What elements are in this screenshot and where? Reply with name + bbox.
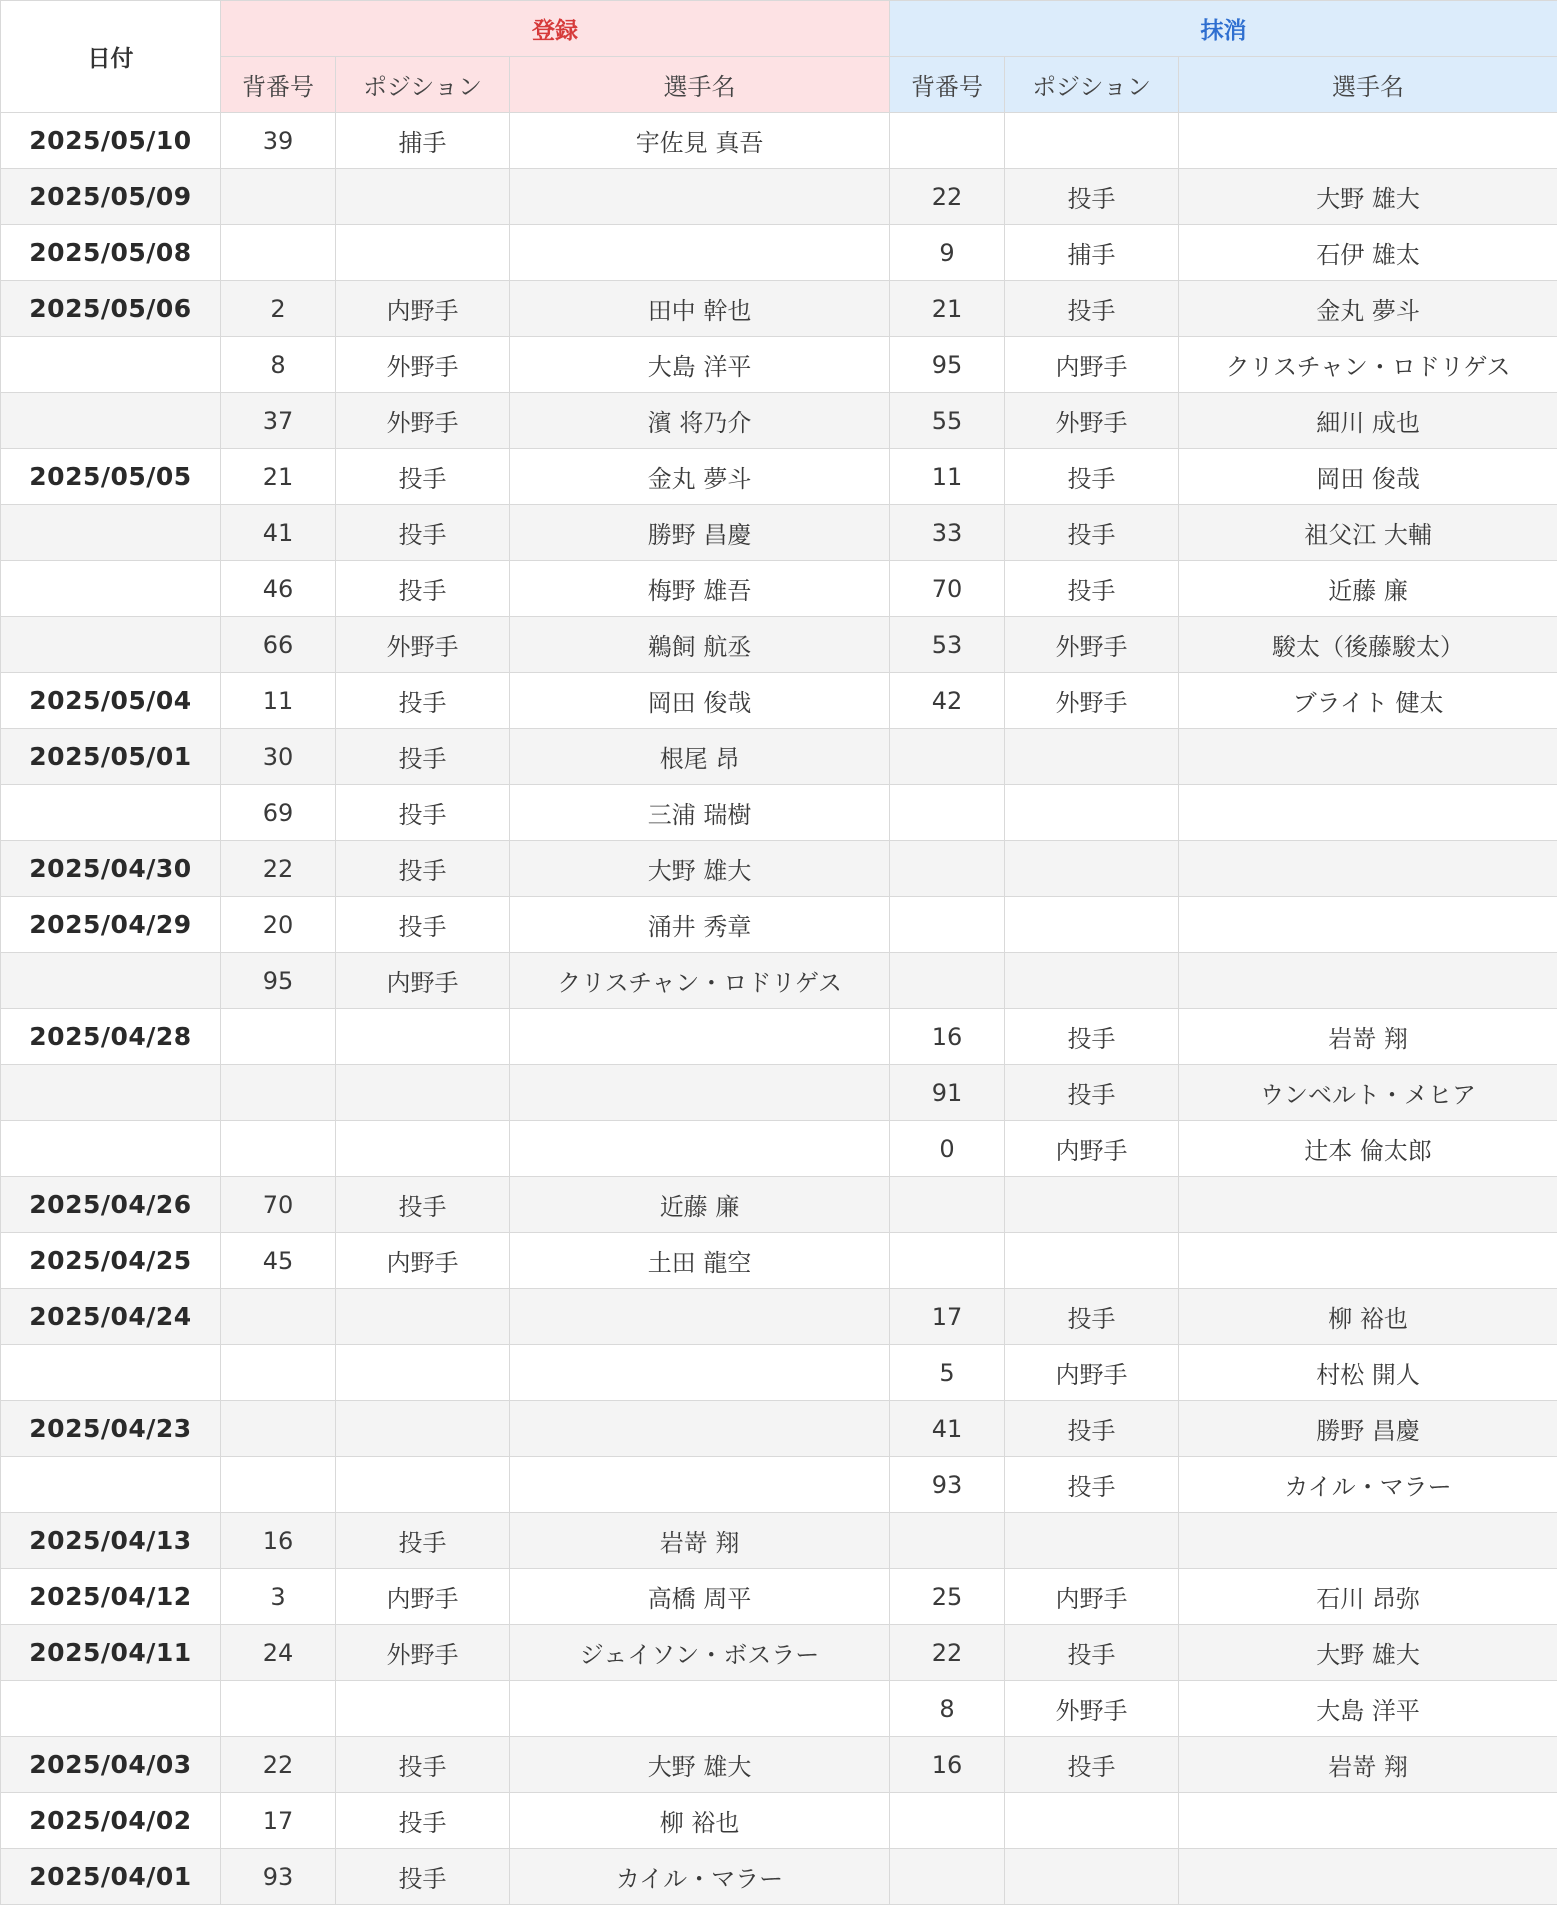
deregistration-player-cell [1179, 785, 1557, 841]
deregistration-position-cell: 外野手 [1005, 673, 1179, 729]
registration-player-cell [510, 1121, 890, 1177]
deregistration-player-cell: 勝野 昌慶 [1179, 1401, 1557, 1457]
registration-player-cell: 大野 雄大 [510, 1737, 890, 1793]
registration-number-cell [221, 169, 336, 225]
registration-number-cell: 20 [221, 897, 336, 953]
deregistration-number-cell: 93 [890, 1457, 1005, 1513]
deregistration-player-cell: 岩嵜 翔 [1179, 1737, 1557, 1793]
deregistration-number-cell [890, 729, 1005, 785]
registration-position-header: ポジション [336, 57, 510, 113]
registration-player-cell: 岩嵜 翔 [510, 1513, 890, 1569]
table-row [1, 1513, 1557, 1569]
registration-position-cell: 内野手 [336, 1569, 510, 1625]
registration-position-cell [336, 1457, 510, 1513]
date-cell: 2025/05/08 [1, 225, 221, 281]
date-cell: 2025/04/23 [1, 1401, 221, 1457]
registration-player-cell: 宇佐見 真吾 [510, 113, 890, 169]
registration-number-cell [221, 225, 336, 281]
date-cell: 2025/04/25 [1, 1233, 221, 1289]
deregistration-position-cell: 内野手 [1005, 1345, 1179, 1401]
registration-position-cell: 外野手 [336, 393, 510, 449]
date-cell [1, 505, 221, 561]
registration-position-cell: 投手 [336, 897, 510, 953]
registration-number-cell: 21 [221, 449, 336, 505]
registration-number-cell [221, 1009, 336, 1065]
registration-player-cell [510, 1345, 890, 1401]
deregistration-number-cell [890, 1233, 1005, 1289]
date-cell: 2025/04/13 [1, 1513, 221, 1569]
registration-player-cell: 鵜飼 航丞 [510, 617, 890, 673]
deregistration-player-cell [1179, 113, 1557, 169]
date-cell: 2025/04/30 [1, 841, 221, 897]
registration-number-cell: 30 [221, 729, 336, 785]
registration-position-cell [336, 1345, 510, 1401]
registration-player-cell: カイル・マラー [510, 1849, 890, 1905]
registration-number-cell: 69 [221, 785, 336, 841]
deregistration-number-cell: 42 [890, 673, 1005, 729]
deregistration-number-cell: 11 [890, 449, 1005, 505]
deregistration-number-cell: 55 [890, 393, 1005, 449]
deregistration-number-cell: 16 [890, 1737, 1005, 1793]
deregistration-position-cell: 投手 [1005, 505, 1179, 561]
deregistration-player-cell [1179, 953, 1557, 1009]
registration-number-header: 背番号 [221, 57, 336, 113]
deregistration-player-cell: 辻本 倫太郎 [1179, 1121, 1557, 1177]
registration-player-cell: 近藤 廉 [510, 1177, 890, 1233]
table-row [1, 617, 1557, 673]
deregistration-player-cell [1179, 1233, 1557, 1289]
registration-player-header: 選手名 [510, 57, 890, 113]
deregistration-player-cell [1179, 729, 1557, 785]
date-cell: 2025/04/26 [1, 1177, 221, 1233]
registration-position-cell [336, 1121, 510, 1177]
deregistration-player-cell: 村松 開人 [1179, 1345, 1557, 1401]
registration-player-cell [510, 1289, 890, 1345]
date-cell [1, 1121, 221, 1177]
registration-number-cell: 46 [221, 561, 336, 617]
deregistration-player-cell [1179, 1177, 1557, 1233]
deregistration-number-header: 背番号 [890, 57, 1005, 113]
deregistration-number-cell: 0 [890, 1121, 1005, 1177]
table-row [1, 281, 1557, 337]
deregistration-position-cell: 外野手 [1005, 1681, 1179, 1737]
registration-number-cell [221, 1401, 336, 1457]
registration-player-cell: 涌井 秀章 [510, 897, 890, 953]
table-header [1, 1, 1557, 113]
table-row [1, 1121, 1557, 1177]
registration-position-cell: 投手 [336, 1177, 510, 1233]
registration-number-cell: 66 [221, 617, 336, 673]
table-row [1, 1681, 1557, 1737]
registration-group-header: 登録 [221, 1, 890, 57]
registration-player-cell: 土田 龍空 [510, 1233, 890, 1289]
registration-number-cell: 93 [221, 1849, 336, 1905]
deregistration-position-cell [1005, 785, 1179, 841]
table-row [1, 1625, 1557, 1681]
table-row [1, 1401, 1557, 1457]
table-row [1, 1849, 1557, 1905]
registration-number-cell: 45 [221, 1233, 336, 1289]
table-row [1, 337, 1557, 393]
date-cell: 2025/05/04 [1, 673, 221, 729]
deregistration-number-cell: 9 [890, 225, 1005, 281]
deregistration-position-cell: 投手 [1005, 1401, 1179, 1457]
deregistration-position-cell [1005, 1233, 1179, 1289]
date-cell [1, 561, 221, 617]
deregistration-number-cell: 91 [890, 1065, 1005, 1121]
date-cell [1, 1065, 221, 1121]
registration-player-cell [510, 1401, 890, 1457]
date-cell: 2025/05/06 [1, 281, 221, 337]
deregistration-position-cell: 投手 [1005, 449, 1179, 505]
table-row [1, 225, 1557, 281]
table-row [1, 169, 1557, 225]
table-row [1, 729, 1557, 785]
deregistration-player-cell: 祖父江 大輔 [1179, 505, 1557, 561]
registration-player-cell: ジェイソン・ボスラー [510, 1625, 890, 1681]
deregistration-player-cell: 細川 成也 [1179, 393, 1557, 449]
registration-number-cell [221, 1681, 336, 1737]
table-row [1, 1177, 1557, 1233]
registration-position-cell: 投手 [336, 1737, 510, 1793]
registration-number-cell: 8 [221, 337, 336, 393]
table-row [1, 785, 1557, 841]
registration-player-cell: 岡田 俊哉 [510, 673, 890, 729]
table-row [1, 1345, 1557, 1401]
deregistration-number-cell: 33 [890, 505, 1005, 561]
registration-position-cell: 投手 [336, 561, 510, 617]
registration-number-cell: 41 [221, 505, 336, 561]
deregistration-player-cell: 大島 洋平 [1179, 1681, 1557, 1737]
deregistration-player-cell: カイル・マラー [1179, 1457, 1557, 1513]
deregistration-player-cell: 柳 裕也 [1179, 1289, 1557, 1345]
deregistration-player-cell: 大野 雄大 [1179, 1625, 1557, 1681]
registration-position-cell: 投手 [336, 785, 510, 841]
registration-position-cell: 外野手 [336, 1625, 510, 1681]
deregistration-position-cell [1005, 1177, 1179, 1233]
deregistration-position-cell: 捕手 [1005, 225, 1179, 281]
deregistration-number-cell: 25 [890, 1569, 1005, 1625]
deregistration-number-cell: 17 [890, 1289, 1005, 1345]
registration-player-cell: 大野 雄大 [510, 841, 890, 897]
deregistration-player-cell: 金丸 夢斗 [1179, 281, 1557, 337]
date-cell [1, 1345, 221, 1401]
deregistration-number-cell: 5 [890, 1345, 1005, 1401]
registration-player-cell: 濱 将乃介 [510, 393, 890, 449]
table-row [1, 1737, 1557, 1793]
deregistration-position-cell [1005, 1793, 1179, 1849]
table-body [1, 113, 1557, 1905]
deregistration-number-cell: 8 [890, 1681, 1005, 1737]
registration-number-cell [221, 1345, 336, 1401]
table-row [1, 505, 1557, 561]
table-row [1, 673, 1557, 729]
registration-player-cell: 柳 裕也 [510, 1793, 890, 1849]
registration-number-cell: 16 [221, 1513, 336, 1569]
registration-number-cell: 22 [221, 841, 336, 897]
deregistration-position-cell [1005, 953, 1179, 1009]
date-column-header: 日付 [1, 1, 221, 113]
registration-player-cell: 高橋 周平 [510, 1569, 890, 1625]
table-row [1, 1233, 1557, 1289]
table-row [1, 1569, 1557, 1625]
deregistration-position-cell: 投手 [1005, 1457, 1179, 1513]
registration-player-cell [510, 1065, 890, 1121]
registration-position-cell: 投手 [336, 729, 510, 785]
table-row [1, 1793, 1557, 1849]
table-row [1, 897, 1557, 953]
deregistration-position-cell [1005, 1513, 1179, 1569]
deregistration-player-cell: 石伊 雄太 [1179, 225, 1557, 281]
table-row [1, 1289, 1557, 1345]
registration-position-cell [336, 225, 510, 281]
registration-position-cell: 投手 [336, 841, 510, 897]
date-cell: 2025/04/28 [1, 1009, 221, 1065]
table-row [1, 841, 1557, 897]
table-row [1, 449, 1557, 505]
header-sub-row [1, 57, 1557, 113]
date-cell: 2025/05/09 [1, 169, 221, 225]
registration-number-cell: 3 [221, 1569, 336, 1625]
deregistration-position-cell: 投手 [1005, 1065, 1179, 1121]
deregistration-player-cell: 岡田 俊哉 [1179, 449, 1557, 505]
deregistration-player-cell [1179, 841, 1557, 897]
deregistration-number-cell [890, 953, 1005, 1009]
deregistration-position-cell [1005, 1849, 1179, 1905]
registration-player-cell [510, 1681, 890, 1737]
deregistration-number-cell: 22 [890, 1625, 1005, 1681]
table-row [1, 1457, 1557, 1513]
deregistration-number-cell [890, 785, 1005, 841]
deregistration-group-header: 抹消 [890, 1, 1557, 57]
header-group-row [1, 1, 1557, 57]
registration-player-cell: 根尾 昂 [510, 729, 890, 785]
deregistration-position-cell: 内野手 [1005, 1569, 1179, 1625]
registration-number-cell: 95 [221, 953, 336, 1009]
registration-number-cell: 37 [221, 393, 336, 449]
deregistration-position-header: ポジション [1005, 57, 1179, 113]
registration-position-cell: 捕手 [336, 113, 510, 169]
deregistration-number-cell [890, 1513, 1005, 1569]
deregistration-player-cell [1179, 1793, 1557, 1849]
registration-position-cell: 内野手 [336, 1233, 510, 1289]
registration-player-cell: 三浦 瑞樹 [510, 785, 890, 841]
deregistration-player-cell [1179, 1513, 1557, 1569]
deregistration-player-cell: 駿太（後藤駿太） [1179, 617, 1557, 673]
deregistration-player-cell: 岩嵜 翔 [1179, 1009, 1557, 1065]
registration-position-cell: 投手 [336, 1513, 510, 1569]
deregistration-number-cell: 16 [890, 1009, 1005, 1065]
registration-position-cell: 投手 [336, 1793, 510, 1849]
registration-number-cell [221, 1065, 336, 1121]
deregistration-player-cell: クリスチャン・ロドリゲス [1179, 337, 1557, 393]
deregistration-number-cell [890, 841, 1005, 897]
registration-position-cell: 内野手 [336, 953, 510, 1009]
registration-player-cell: 勝野 昌慶 [510, 505, 890, 561]
deregistration-position-cell [1005, 841, 1179, 897]
deregistration-player-cell [1179, 897, 1557, 953]
table-row [1, 561, 1557, 617]
deregistration-position-cell: 投手 [1005, 1737, 1179, 1793]
deregistration-player-cell: 石川 昂弥 [1179, 1569, 1557, 1625]
table-row [1, 1009, 1557, 1065]
registration-number-cell: 11 [221, 673, 336, 729]
date-cell: 2025/04/01 [1, 1849, 221, 1905]
registration-player-cell: 田中 幹也 [510, 281, 890, 337]
deregistration-player-cell: ウンベルト・メヒア [1179, 1065, 1557, 1121]
registration-player-cell: クリスチャン・ロドリゲス [510, 953, 890, 1009]
registration-number-cell: 17 [221, 1793, 336, 1849]
registration-position-cell: 投手 [336, 1849, 510, 1905]
registration-player-cell [510, 1457, 890, 1513]
deregistration-position-cell: 投手 [1005, 281, 1179, 337]
registration-player-cell: 大島 洋平 [510, 337, 890, 393]
date-cell [1, 337, 221, 393]
registration-number-cell: 70 [221, 1177, 336, 1233]
deregistration-position-cell: 投手 [1005, 1009, 1179, 1065]
registration-number-cell: 39 [221, 113, 336, 169]
registration-position-cell [336, 1401, 510, 1457]
deregistration-position-cell [1005, 897, 1179, 953]
deregistration-number-cell: 41 [890, 1401, 1005, 1457]
registration-player-cell: 金丸 夢斗 [510, 449, 890, 505]
date-cell: 2025/04/02 [1, 1793, 221, 1849]
deregistration-position-cell [1005, 113, 1179, 169]
deregistration-player-cell: 大野 雄大 [1179, 169, 1557, 225]
date-cell: 2025/04/03 [1, 1737, 221, 1793]
deregistration-number-cell: 70 [890, 561, 1005, 617]
date-cell: 2025/05/01 [1, 729, 221, 785]
deregistration-player-cell: 近藤 廉 [1179, 561, 1557, 617]
date-cell [1, 953, 221, 1009]
deregistration-number-cell [890, 897, 1005, 953]
registration-position-cell [336, 1009, 510, 1065]
deregistration-number-cell: 53 [890, 617, 1005, 673]
date-cell [1, 393, 221, 449]
table-row [1, 113, 1557, 169]
registration-number-cell [221, 1289, 336, 1345]
registration-position-cell [336, 1289, 510, 1345]
deregistration-player-cell: ブライト 健太 [1179, 673, 1557, 729]
registration-position-cell [336, 1065, 510, 1121]
registration-position-cell: 投手 [336, 505, 510, 561]
deregistration-number-cell [890, 1849, 1005, 1905]
deregistration-position-cell [1005, 729, 1179, 785]
registration-player-cell [510, 225, 890, 281]
date-cell: 2025/05/05 [1, 449, 221, 505]
date-cell: 2025/04/12 [1, 1569, 221, 1625]
registration-position-cell [336, 169, 510, 225]
registration-position-cell: 内野手 [336, 281, 510, 337]
registration-position-cell: 投手 [336, 673, 510, 729]
registration-position-cell: 投手 [336, 449, 510, 505]
registration-number-cell: 22 [221, 1737, 336, 1793]
table-row [1, 1065, 1557, 1121]
deregistration-position-cell: 内野手 [1005, 1121, 1179, 1177]
deregistration-number-cell: 21 [890, 281, 1005, 337]
date-cell [1, 617, 221, 673]
deregistration-position-cell: 投手 [1005, 1625, 1179, 1681]
date-cell [1, 1681, 221, 1737]
registration-number-cell [221, 1457, 336, 1513]
registration-number-cell: 2 [221, 281, 336, 337]
deregistration-player-cell [1179, 1849, 1557, 1905]
date-cell: 2025/04/24 [1, 1289, 221, 1345]
date-cell: 2025/05/10 [1, 113, 221, 169]
deregistration-position-cell: 投手 [1005, 561, 1179, 617]
deregistration-position-cell: 内野手 [1005, 337, 1179, 393]
deregistration-player-header: 選手名 [1179, 57, 1557, 113]
registration-position-cell: 外野手 [336, 617, 510, 673]
registration-position-cell: 外野手 [336, 337, 510, 393]
deregistration-number-cell: 95 [890, 337, 1005, 393]
registration-number-cell [221, 1121, 336, 1177]
date-cell: 2025/04/29 [1, 897, 221, 953]
registration-player-cell [510, 1009, 890, 1065]
deregistration-position-cell: 外野手 [1005, 617, 1179, 673]
deregistration-number-cell [890, 113, 1005, 169]
deregistration-number-cell [890, 1793, 1005, 1849]
registration-player-cell [510, 169, 890, 225]
deregistration-number-cell: 22 [890, 169, 1005, 225]
registration-position-cell [336, 1681, 510, 1737]
deregistration-position-cell: 投手 [1005, 169, 1179, 225]
date-cell [1, 1457, 221, 1513]
deregistration-number-cell [890, 1177, 1005, 1233]
date-cell [1, 785, 221, 841]
deregistration-position-cell: 外野手 [1005, 393, 1179, 449]
registration-player-cell: 梅野 雄吾 [510, 561, 890, 617]
table-row [1, 953, 1557, 1009]
deregistration-position-cell: 投手 [1005, 1289, 1179, 1345]
date-cell: 2025/04/11 [1, 1625, 221, 1681]
table-row [1, 393, 1557, 449]
registration-number-cell: 24 [221, 1625, 336, 1681]
